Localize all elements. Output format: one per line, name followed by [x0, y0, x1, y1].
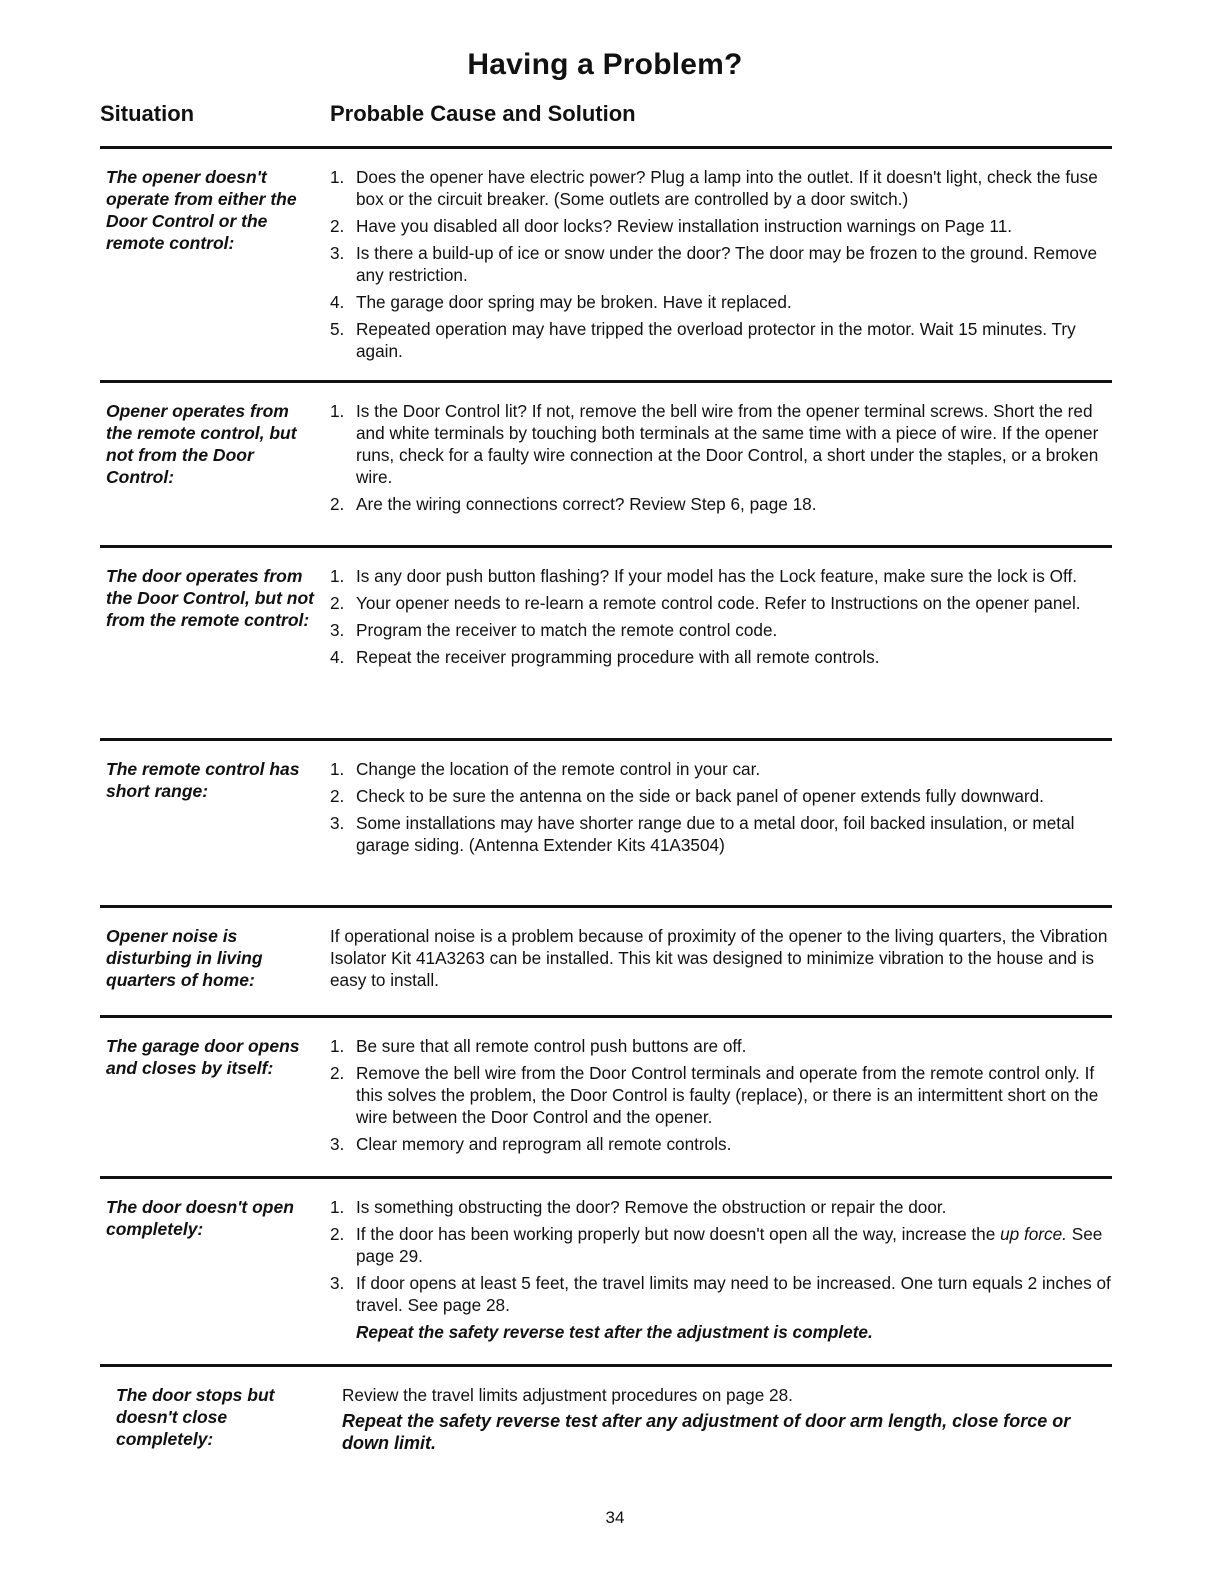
list-item: 1. Be sure that all remote control push buttons are off.	[330, 1036, 747, 1056]
situation-text: The door doesn't open completely:	[106, 1197, 294, 1239]
page-title: Having a Problem?	[467, 48, 743, 81]
list-item: 4. The garage door spring may be broken. Have it replaced.	[330, 292, 792, 312]
list-item: 1. Change the location of the remote control in your car.	[330, 759, 761, 779]
section-divider	[100, 1015, 1112, 1018]
solution-list	[330, 1035, 1112, 1160]
list-item: 2. Are the wiring connections correct? Review Step 6, page 18.	[330, 494, 817, 514]
list-item: 2. Have you disabled all door locks? Review installation instruction warnings on Page 11.	[330, 216, 1013, 236]
situation-text: The opener doesn't operate from either the Door Control or the remote control:	[106, 167, 297, 253]
situation-text: The garage door opens and closes by itself:	[106, 1036, 300, 1078]
list-item: 3. If door opens at least 5 feet, the travel limits may need to be increased. One turn equals 2 inches of travel. See page 28.	[330, 1273, 1111, 1315]
list-item: 3. Is there a build-up of ice or snow under the door? The door may be frozen to the ground. Remove any restriction.	[330, 243, 1098, 285]
situation-text: Opener operates from the remote control, but not from the Door Control:	[106, 401, 297, 487]
list-item: 1. Is any door push button flashing? If your model has the Lock feature, make sure the lock is Off.	[330, 566, 1078, 586]
list-item: 3. Some installations may have shorter range due to a metal door, foil backed insulation, or metal garage siding. (Antenna Extender Kits 41A3504)	[330, 813, 1075, 855]
page-number: 34	[605, 1508, 625, 1527]
situation-text: The remote control has short range:	[106, 759, 300, 801]
section-divider	[100, 545, 1112, 548]
solution-paragraph	[330, 925, 1112, 991]
section-divider	[100, 146, 1112, 149]
solution-list	[330, 166, 1112, 367]
section-divider	[100, 380, 1112, 383]
situation-text: Opener noise is disturbing in living quarters of home:	[106, 926, 263, 990]
paragraph: If operational noise is a problem because of proximity of the opener to the living quarters, the Vibration Isolator Kit 41A3263 can be installed. This kit was designed to minimize vibration to the house and is easy to install.	[330, 926, 1108, 990]
section-divider	[100, 905, 1112, 908]
situation-text: The door stops but doesn't close completely:	[116, 1385, 275, 1449]
list-item: 2. Remove the bell wire from the Door Control terminals and operate from the remote control only. If this solves the problem, the Door Control is faulty (replace), or there is an intermittent short on the wire between the Door Control and the opener.	[330, 1063, 1099, 1127]
list-item: 2. Check to be sure the antenna on the side or back panel of opener extends fully downward.	[330, 786, 1044, 806]
safety-note: Repeat the safety reverse test after the adjustment is complete.	[356, 1322, 873, 1342]
solution-list	[330, 400, 1112, 520]
list-item: 1. Is something obstructing the door? Remove the obstruction or repair the door.	[330, 1197, 947, 1217]
list-item: 5. Repeated operation may have tripped the overload protector in the motor. Wait 15 minutes. Try again.	[330, 319, 1076, 361]
list-item: 2. Your opener needs to re-learn a remote control code. Refer to Instructions on the opener panel.	[330, 593, 1081, 613]
list-item: 3. Clear memory and reprogram all remote controls.	[330, 1134, 732, 1154]
list-item: 1. Does the opener have electric power? Plug a lamp into the outlet. If it doesn't light, check the fuse box or the circuit breaker. (Some outlets are controlled by a door switch.)	[330, 167, 1098, 209]
section-divider	[100, 738, 1112, 741]
list-item: 3. Program the receiver to match the remote control code.	[330, 620, 778, 640]
solution-list	[330, 758, 1112, 861]
list-item: 1. Is the Door Control lit? If not, remove the bell wire from the opener terminal screws. Short the red and white terminals by touching both terminals at the same time with a piece of wire. If the opener runs, check for a faulty wire connection at the Door Control, a short under the staples, or a broken wire.	[330, 401, 1099, 487]
section-divider	[100, 1364, 1112, 1367]
list-item: 4. Repeat the receiver programming procedure with all remote controls.	[330, 647, 880, 667]
list-item: 2. If the door has been working properly but now doesn't open all the way, increase the up force. See page 29.	[330, 1224, 1103, 1266]
solution-list	[330, 565, 1112, 673]
section-divider	[100, 1176, 1112, 1179]
solution-list	[330, 1196, 1112, 1348]
emphasis-text: up force.	[1000, 1224, 1067, 1244]
paragraph: Review the travel limits adjustment procedures on page 28.	[342, 1385, 793, 1405]
situation-text: The door operates from the Door Control, but not from the remote control:	[106, 566, 315, 630]
solution-paragraph	[342, 1384, 1112, 1454]
safety-note: Repeat the safety reverse test after any adjustment of door arm length, close force or down limit.	[342, 1411, 1071, 1453]
situation-column-header: Situation	[100, 101, 195, 126]
solution-column-header: Probable Cause and Solution	[330, 101, 636, 126]
